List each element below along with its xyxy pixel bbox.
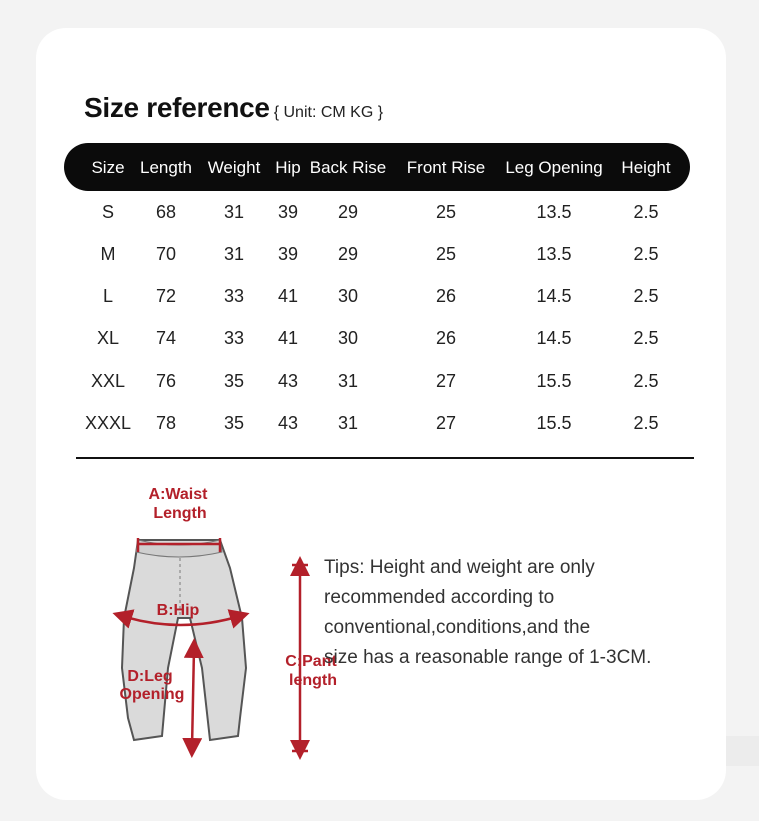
table-cell: 2.5 <box>633 328 659 348</box>
table-cell: 76 <box>155 371 177 391</box>
table-cell: 74 <box>155 328 177 348</box>
table-cell: 43 <box>277 371 299 391</box>
waist-label-line2: Length <box>153 505 207 522</box>
table-cell: 41 <box>277 286 299 306</box>
table-cell: 13.5 <box>536 244 572 264</box>
pants-diagram-svg <box>60 468 337 758</box>
table-cell: 31 <box>337 413 359 433</box>
table-cell: 31 <box>337 371 359 391</box>
table-cell: 72 <box>155 286 177 306</box>
table-cell: 33 <box>223 286 245 306</box>
table-cell: 30 <box>337 286 359 306</box>
table-cell: 26 <box>435 286 457 306</box>
table-cell: 43 <box>277 413 299 433</box>
table-cell: 39 <box>277 202 299 222</box>
header-size: Size <box>91 158 125 177</box>
title-row <box>84 92 383 124</box>
background-shade <box>726 736 759 766</box>
table-cell: 29 <box>337 244 359 264</box>
hip-label: B:Hip <box>156 602 200 619</box>
table-cell: 35 <box>223 371 245 391</box>
table-cell: 25 <box>435 244 457 264</box>
header-hip: Hip <box>275 158 301 177</box>
table-cell: 39 <box>277 244 299 264</box>
header-back-rise: Back Rise <box>309 158 387 177</box>
table-cell: 2.5 <box>633 371 659 391</box>
leg-opening-label-line1: D:Leg <box>127 668 173 685</box>
table-cell: 2.5 <box>633 202 659 222</box>
table-cell: 33 <box>223 328 245 348</box>
table-cell: 31 <box>223 202 245 222</box>
table-row-size: XL <box>96 328 120 348</box>
table-cell: 2.5 <box>633 286 659 306</box>
table-cell: 70 <box>155 244 177 264</box>
table-cell: 27 <box>435 371 457 391</box>
unit-label: { Unit: CM KG } <box>273 104 384 121</box>
table-cell: 15.5 <box>536 371 572 391</box>
table-cell: 68 <box>155 202 177 222</box>
tips-text <box>324 553 714 673</box>
table-row-size: XXXL <box>84 413 132 433</box>
table-cell: 26 <box>435 328 457 348</box>
header-height: Height <box>621 158 671 177</box>
waist-label-line1: A:Waist <box>148 486 208 503</box>
table-cell: 2.5 <box>633 244 659 264</box>
header-front-rise: Front Rise <box>406 158 486 177</box>
table-cell: 27 <box>435 413 457 433</box>
leg-opening-arrow <box>192 648 194 748</box>
size-chart-card <box>36 28 726 800</box>
tips-line: conventional,conditions,and the <box>324 617 591 638</box>
table-row-size: L <box>102 286 114 306</box>
header-length: Length <box>140 158 192 177</box>
table-cell: 78 <box>155 413 177 433</box>
table-cell: 14.5 <box>536 286 572 306</box>
table-row-size: XXL <box>90 371 126 391</box>
pant-length-label-line1: C:Pant <box>285 653 337 670</box>
table-cell: 29 <box>337 202 359 222</box>
pants-measurement-diagram <box>60 468 337 758</box>
table-cell: 15.5 <box>536 413 572 433</box>
leg-opening-label-line2: Opening <box>119 686 185 703</box>
page-title: Size reference <box>84 92 270 123</box>
pants-shape <box>119 540 246 740</box>
table-cell: 31 <box>223 244 245 264</box>
header-weight: Weight <box>207 158 261 177</box>
table-cell: 13.5 <box>536 202 572 222</box>
tips-line: recommended according to <box>324 587 555 608</box>
table-cell: 35 <box>223 413 245 433</box>
table-cell: 41 <box>277 328 299 348</box>
table-cell: 30 <box>337 328 359 348</box>
table-row-size: M <box>100 244 116 264</box>
table-cell: 14.5 <box>536 328 572 348</box>
divider <box>76 457 694 459</box>
table-row-size: S <box>101 202 115 222</box>
pant-length-label-line2: length <box>289 672 337 689</box>
table-cell: 25 <box>435 202 457 222</box>
header-leg-opening: Leg Opening <box>505 158 603 177</box>
tips-line: Tips: Height and weight are only <box>324 557 595 578</box>
table-cell: 2.5 <box>633 413 659 433</box>
tips-line: size has a reasonable range of 1-3CM. <box>324 647 652 668</box>
